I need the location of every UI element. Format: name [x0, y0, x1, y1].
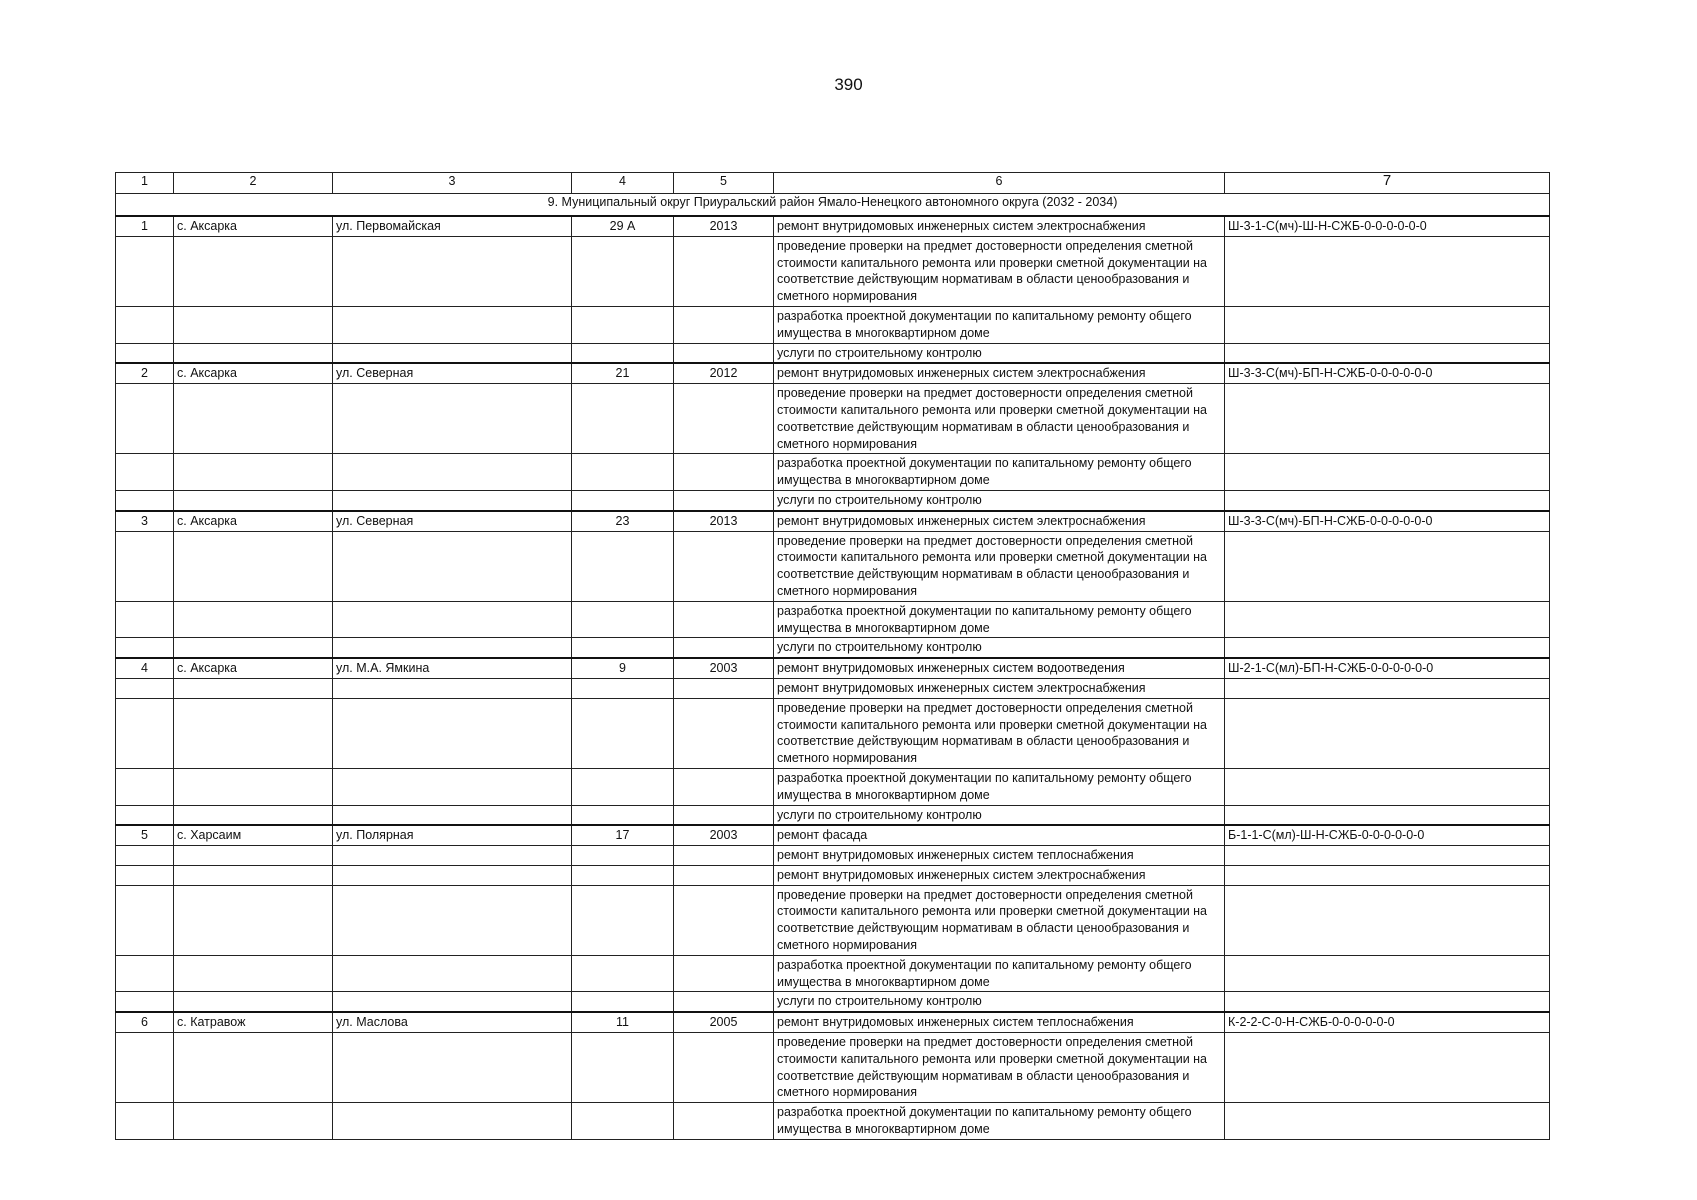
table-cell — [572, 306, 674, 343]
table-cell: 21 — [572, 363, 674, 383]
table-cell: ул. Полярная — [333, 825, 572, 845]
table-cell — [1225, 490, 1550, 510]
table-cell: разработка проектной документации по капитальному ремонту общего имущества в многоквартирном доме — [774, 306, 1225, 343]
table-cell — [174, 531, 333, 601]
table-cell — [174, 384, 333, 454]
table-cell — [1225, 236, 1550, 306]
table-cell — [674, 846, 774, 866]
table-cell: разработка проектной документации по капитальному ремонту общего имущества в многоквартирном доме — [774, 1103, 1225, 1140]
table-cell: ул. Маслова — [333, 1012, 572, 1032]
table-cell: с. Харсаим — [174, 825, 333, 845]
table-cell — [174, 865, 333, 885]
table-cell — [333, 384, 572, 454]
table-cell — [174, 768, 333, 805]
table-cell — [674, 1033, 774, 1103]
table-cell — [1225, 992, 1550, 1012]
table-row — [116, 658, 1550, 678]
table-cell — [174, 698, 333, 768]
table-cell — [674, 885, 774, 955]
table-cell: ул. Северная — [333, 511, 572, 531]
table-cell — [116, 454, 174, 491]
table-cell — [116, 384, 174, 454]
table-cell — [174, 454, 333, 491]
table-row — [116, 992, 1550, 1012]
table-cell — [333, 306, 572, 343]
table-cell — [333, 601, 572, 638]
table-cell: ремонт фасада — [774, 825, 1225, 845]
table-row — [116, 236, 1550, 306]
table-cell: разработка проектной документации по капитальному ремонту общего имущества в многоквартирном доме — [774, 601, 1225, 638]
table-cell — [116, 805, 174, 825]
table-row — [116, 698, 1550, 768]
table-cell: проведение проверки на предмет достоверности определения сметной стоимости капитального ремонта или проверки сметной документации на соответствие действующим нормативам в области ценообразования и сметного нормирования — [774, 1033, 1225, 1103]
table-row — [116, 511, 1550, 531]
table-cell: ул. Северная — [333, 363, 572, 383]
table-cell — [116, 992, 174, 1012]
column-number: 3 — [333, 173, 572, 194]
table-row — [116, 216, 1550, 236]
table-cell — [1225, 865, 1550, 885]
table-cell — [572, 454, 674, 491]
table-cell — [674, 768, 774, 805]
table-cell — [674, 384, 774, 454]
table-cell — [1225, 698, 1550, 768]
table-cell — [174, 343, 333, 363]
table-cell — [174, 955, 333, 992]
table-row — [116, 306, 1550, 343]
table-cell — [572, 992, 674, 1012]
column-number: 7 — [1225, 173, 1550, 194]
table-cell — [1225, 805, 1550, 825]
table-cell — [1225, 531, 1550, 601]
table-cell — [674, 638, 774, 658]
table-cell: 6 — [116, 1012, 174, 1032]
table-row — [116, 768, 1550, 805]
table-cell — [674, 678, 774, 698]
table-cell: Ш-2-1-С(мл)-БП-Н-СЖБ-0-0-0-0-0-0 — [1225, 658, 1550, 678]
table-cell: 2003 — [674, 825, 774, 845]
table-cell: 29 А — [572, 216, 674, 236]
table-cell: 1 — [116, 216, 174, 236]
table-row — [116, 1033, 1550, 1103]
table-cell: ул. Первомайская — [333, 216, 572, 236]
table-cell — [572, 805, 674, 825]
table-cell — [174, 1103, 333, 1140]
table-cell — [116, 698, 174, 768]
table-cell: 4 — [116, 658, 174, 678]
table-cell — [674, 454, 774, 491]
table-cell — [1225, 885, 1550, 955]
table-cell — [333, 1103, 572, 1140]
table-cell — [174, 638, 333, 658]
table-cell: 2013 — [674, 216, 774, 236]
table-cell: ремонт внутридомовых инженерных систем электроснабжения — [774, 363, 1225, 383]
table-cell — [674, 236, 774, 306]
table-cell — [572, 768, 674, 805]
table-cell: проведение проверки на предмет достоверности определения сметной стоимости капитального ремонта или проверки сметной документации на соответствие действующим нормативам в области ценообразования и сметного нормирования — [774, 698, 1225, 768]
column-number: 1 — [116, 173, 174, 194]
table-cell — [116, 846, 174, 866]
table-cell — [674, 805, 774, 825]
table-cell — [116, 1103, 174, 1140]
table-cell — [333, 1033, 572, 1103]
table-cell — [174, 601, 333, 638]
table-cell — [1225, 768, 1550, 805]
table-cell — [333, 678, 572, 698]
table-cell: услуги по строительному контролю — [774, 343, 1225, 363]
repair-schedule-table — [115, 172, 1550, 1140]
table-cell — [572, 885, 674, 955]
table-cell: ремонт внутридомовых инженерных систем электроснабжения — [774, 865, 1225, 885]
table-cell: ремонт внутридомовых инженерных систем теплоснабжения — [774, 1012, 1225, 1032]
table-cell — [116, 768, 174, 805]
table-cell — [1225, 846, 1550, 866]
table-cell — [333, 955, 572, 992]
table-cell: Б-1-1-С(мл)-Ш-Н-СЖБ-0-0-0-0-0-0 — [1225, 825, 1550, 845]
table-cell — [572, 1103, 674, 1140]
table-cell — [333, 805, 572, 825]
table-row — [116, 805, 1550, 825]
table-cell — [1225, 1033, 1550, 1103]
table-cell — [674, 1103, 774, 1140]
table-cell — [174, 805, 333, 825]
table-row — [116, 531, 1550, 601]
table-cell — [572, 846, 674, 866]
table-cell — [674, 531, 774, 601]
table-cell — [333, 236, 572, 306]
table-cell: 3 — [116, 511, 174, 531]
page-number: 390 — [834, 75, 863, 94]
table-cell: разработка проектной документации по капитальному ремонту общего имущества в многоквартирном доме — [774, 955, 1225, 992]
table-cell: ремонт внутридомовых инженерных систем электроснабжения — [774, 678, 1225, 698]
section-title: 9. Муниципальный округ Приуральский район Ямало-Ненецкого автономного округа (2032 - 2034) — [116, 194, 1550, 217]
table-cell: проведение проверки на предмет достоверности определения сметной стоимости капитального ремонта или проверки сметной документации на соответствие действующим нормативам в области ценообразования и сметного нормирования — [774, 531, 1225, 601]
table-row — [116, 846, 1550, 866]
table-cell — [674, 955, 774, 992]
table-cell — [116, 343, 174, 363]
table-cell: ремонт внутридомовых инженерных систем водоотведения — [774, 658, 1225, 678]
table-cell: проведение проверки на предмет достоверности определения сметной стоимости капитального ремонта или проверки сметной документации на соответствие действующим нормативам в области ценообразования и сметного нормирования — [774, 885, 1225, 955]
table-cell — [174, 1033, 333, 1103]
table-cell: услуги по строительному контролю — [774, 490, 1225, 510]
table-cell — [572, 698, 674, 768]
table-cell — [333, 531, 572, 601]
table-cell: разработка проектной документации по капитальному ремонту общего имущества в многоквартирном доме — [774, 454, 1225, 491]
table-cell — [1225, 638, 1550, 658]
table-cell — [174, 306, 333, 343]
table-row — [116, 363, 1550, 383]
table-cell: К-2-2-С-0-Н-СЖБ-0-0-0-0-0-0 — [1225, 1012, 1550, 1032]
table-cell — [572, 601, 674, 638]
table-cell — [333, 865, 572, 885]
table-cell — [333, 768, 572, 805]
table-cell — [1225, 955, 1550, 992]
table-cell — [333, 490, 572, 510]
table-cell: с. Аксарка — [174, 658, 333, 678]
table-cell — [116, 1033, 174, 1103]
table-cell: 11 — [572, 1012, 674, 1032]
table-cell: ремонт внутридомовых инженерных систем теплоснабжения — [774, 846, 1225, 866]
table-cell — [674, 992, 774, 1012]
table-cell — [572, 236, 674, 306]
table-cell — [572, 531, 674, 601]
table-row — [116, 490, 1550, 510]
table-cell — [116, 306, 174, 343]
table-cell — [333, 454, 572, 491]
table-cell — [333, 885, 572, 955]
table-cell — [116, 490, 174, 510]
table-row — [116, 638, 1550, 658]
table-cell — [674, 490, 774, 510]
table-cell: проведение проверки на предмет достоверности определения сметной стоимости капитального ремонта или проверки сметной документации на соответствие действующим нормативам в области ценообразования и сметного нормирования — [774, 384, 1225, 454]
table-cell — [333, 846, 572, 866]
table-cell — [116, 236, 174, 306]
table-row — [116, 1012, 1550, 1032]
table-cell: ул. М.А. Ямкина — [333, 658, 572, 678]
table-cell — [572, 490, 674, 510]
table-cell — [1225, 306, 1550, 343]
table-cell — [572, 955, 674, 992]
table-row — [116, 601, 1550, 638]
table-cell — [674, 343, 774, 363]
table-cell — [116, 638, 174, 658]
table-cell — [572, 384, 674, 454]
column-number: 4 — [572, 173, 674, 194]
table-cell: разработка проектной документации по капитальному ремонту общего имущества в многоквартирном доме — [774, 768, 1225, 805]
table-cell: с. Катравож — [174, 1012, 333, 1032]
table-cell — [1225, 678, 1550, 698]
table-cell: с. Аксарка — [174, 216, 333, 236]
table-cell: 2 — [116, 363, 174, 383]
table-row — [116, 825, 1550, 845]
table-cell — [174, 678, 333, 698]
table-cell: Ш-3-3-С(мч)-БП-Н-СЖБ-0-0-0-0-0-0 — [1225, 511, 1550, 531]
column-number: 6 — [774, 173, 1225, 194]
table-row — [116, 885, 1550, 955]
table-cell: услуги по строительному контролю — [774, 638, 1225, 658]
table-cell — [116, 955, 174, 992]
table-cell: услуги по строительному контролю — [774, 992, 1225, 1012]
table-cell — [572, 678, 674, 698]
table-cell: проведение проверки на предмет достоверности определения сметной стоимости капитального ремонта или проверки сметной документации на соответствие действующим нормативам в области ценообразования и сметного нормирования — [774, 236, 1225, 306]
table-cell: 9 — [572, 658, 674, 678]
table-cell: 5 — [116, 825, 174, 845]
table-cell — [333, 698, 572, 768]
table-cell: 17 — [572, 825, 674, 845]
table-cell — [1225, 454, 1550, 491]
table-cell — [174, 846, 333, 866]
table-cell — [674, 601, 774, 638]
table-cell — [333, 638, 572, 658]
table-cell — [174, 236, 333, 306]
table-cell — [333, 343, 572, 363]
table-cell: с. Аксарка — [174, 363, 333, 383]
column-number: 2 — [174, 173, 333, 194]
table-row — [116, 454, 1550, 491]
table-cell — [674, 698, 774, 768]
table-cell: ремонт внутридомовых инженерных систем электроснабжения — [774, 216, 1225, 236]
table-cell: 2003 — [674, 658, 774, 678]
table-cell — [116, 531, 174, 601]
table-cell: 23 — [572, 511, 674, 531]
table-cell — [1225, 384, 1550, 454]
table-row — [116, 1103, 1550, 1140]
table-cell — [572, 638, 674, 658]
table-row — [116, 343, 1550, 363]
table-cell: 2013 — [674, 511, 774, 531]
table-cell — [674, 865, 774, 885]
table-cell: услуги по строительному контролю — [774, 805, 1225, 825]
table-cell: Ш-3-3-С(мч)-БП-Н-СЖБ-0-0-0-0-0-0 — [1225, 363, 1550, 383]
table-cell — [1225, 1103, 1550, 1140]
table-cell — [572, 1033, 674, 1103]
table-row — [116, 955, 1550, 992]
table-cell: ремонт внутридомовых инженерных систем электроснабжения — [774, 511, 1225, 531]
table-cell: с. Аксарка — [174, 511, 333, 531]
table-cell — [572, 343, 674, 363]
column-number-row — [116, 173, 1550, 194]
table-cell — [1225, 601, 1550, 638]
table-cell — [333, 992, 572, 1012]
table-row — [116, 865, 1550, 885]
table-row — [116, 384, 1550, 454]
column-number: 5 — [674, 173, 774, 194]
table-cell — [572, 865, 674, 885]
table-cell: 2012 — [674, 363, 774, 383]
table-cell: Ш-3-1-С(мч)-Ш-Н-СЖБ-0-0-0-0-0-0 — [1225, 216, 1550, 236]
table-cell: 2005 — [674, 1012, 774, 1032]
table-cell — [174, 992, 333, 1012]
table-cell — [174, 885, 333, 955]
table-cell — [174, 490, 333, 510]
table-cell — [674, 306, 774, 343]
table-cell — [116, 601, 174, 638]
table-cell — [1225, 343, 1550, 363]
section-title-row — [116, 194, 1550, 217]
table-row — [116, 678, 1550, 698]
table-cell — [116, 865, 174, 885]
table-cell — [116, 885, 174, 955]
table-cell — [116, 678, 174, 698]
